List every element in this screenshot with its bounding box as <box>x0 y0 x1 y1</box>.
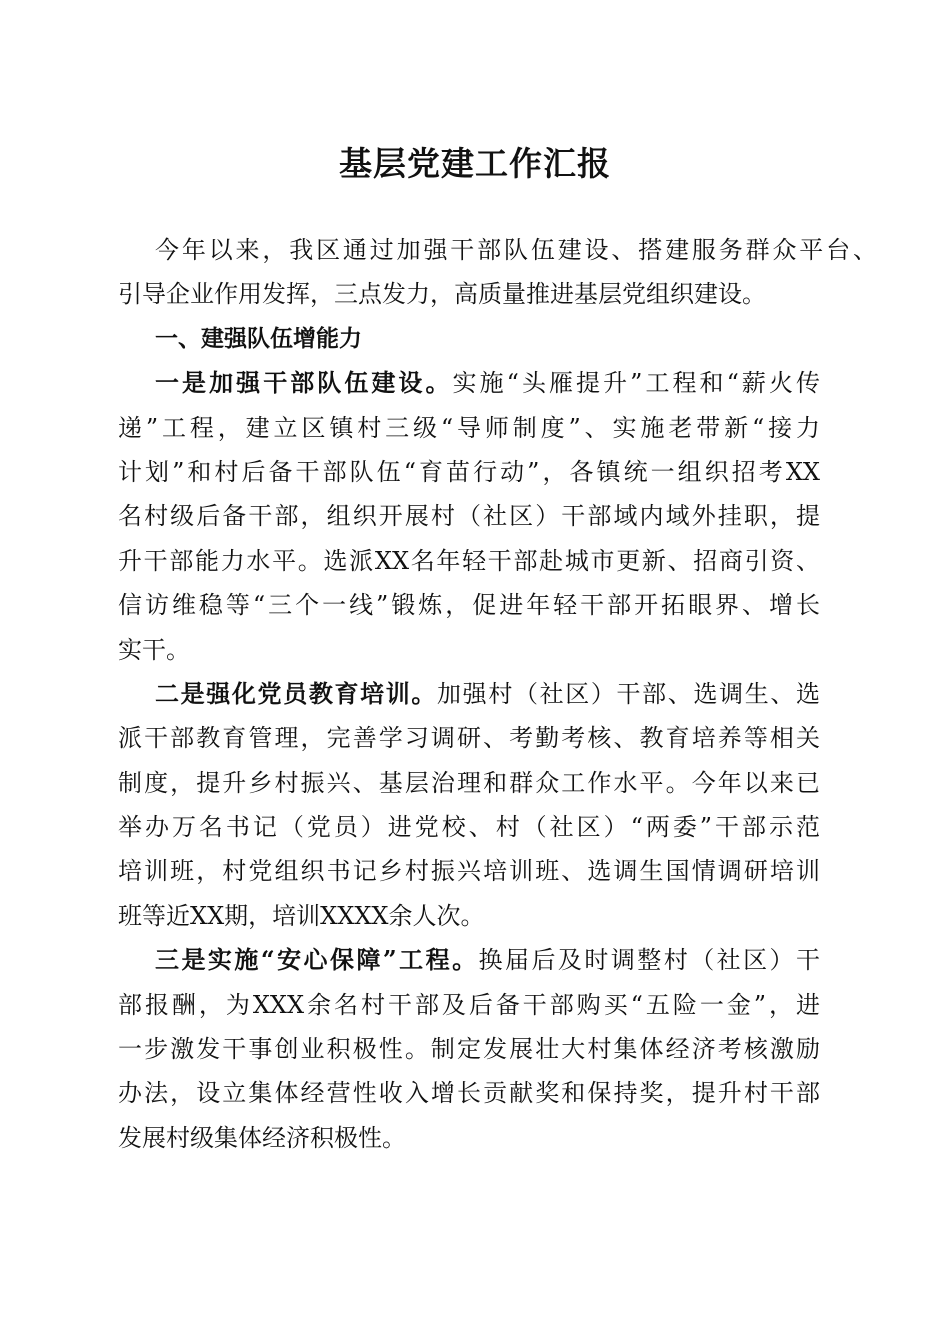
paragraph-3 <box>118 938 820 1160</box>
intro-paragraph <box>118 228 877 317</box>
text-line: 名村级后备干部，组织开展村（社区）干部域内域外挂职，提 <box>118 502 820 531</box>
text-line: 部报酬，为XXX余名村干部及后备干部购买“五险一金”，进 <box>118 990 820 1019</box>
paragraph-lead: 三是实施“安心保障”工程。 <box>155 945 479 975</box>
text-line: 今年以来，我区通过加强干部队伍建设、搭建服务群众平台、 <box>155 236 877 264</box>
text-line: 递”工程，建立区镇村三级“导师制度”、实施老带新“接力 <box>118 413 820 442</box>
text-line: 制度，提升乡村振兴、基层治理和群众工作水平。今年以来已 <box>118 768 820 797</box>
text-span: 加强村（社区）干部、选调生、选 <box>437 679 821 708</box>
text-line: 引导企业作用发挥，三点发力，高质量推进基层党组织建设。 <box>118 280 766 309</box>
section-heading: 一、建强队伍增能力 <box>155 325 362 352</box>
text-line <box>118 672 820 716</box>
text-line: 派干部教育管理，完善学习调研、考勤考核、教育培养等相关 <box>118 724 820 753</box>
text-line: 培训班，村党组织书记乡村振兴培训班、选调生国情调研培训 <box>118 857 820 886</box>
text-line: 发展村级集体经济积极性。 <box>118 1123 406 1152</box>
text-line <box>118 938 820 982</box>
text-line: 实干。 <box>118 635 190 664</box>
text-line <box>118 361 820 405</box>
text-line: 办法，设立集体经营性收入增长贡献奖和保持奖，提升村干部 <box>118 1079 820 1108</box>
text-line: 举办万名书记（党员）进党校、村（社区）“两委”干部示范 <box>118 813 820 842</box>
text-span: 实施“头雁提升”工程和“薪火传 <box>452 369 821 398</box>
text-line: 计划”和村后备干部队伍“育苗行动”，各镇统一组织招考XX <box>118 457 820 486</box>
text-span: 换届后及时调整村（社区）干 <box>478 946 821 975</box>
document-body <box>118 228 877 1160</box>
paragraph-lead: 一是加强干部队伍建设。 <box>155 368 453 398</box>
text-line: 一步激发干事创业积极性。制定发展壮大村集体经济考核激励 <box>118 1035 820 1064</box>
paragraph-2 <box>118 672 820 938</box>
text-line: 班等近XX期，培训XXXX余人次。 <box>118 901 485 930</box>
text-line: 信访维稳等“三个一线”锻炼，促进年轻干部开拓眼界、增长 <box>118 591 820 620</box>
paragraph-lead: 二是强化党员教育培训。 <box>155 678 438 708</box>
text-line: 升干部能力水平。选派XX名年轻干部赴城市更新、招商引资、 <box>118 546 820 575</box>
paragraph-1 <box>118 361 820 672</box>
document-title: 基层党建工作汇报 <box>339 144 611 183</box>
